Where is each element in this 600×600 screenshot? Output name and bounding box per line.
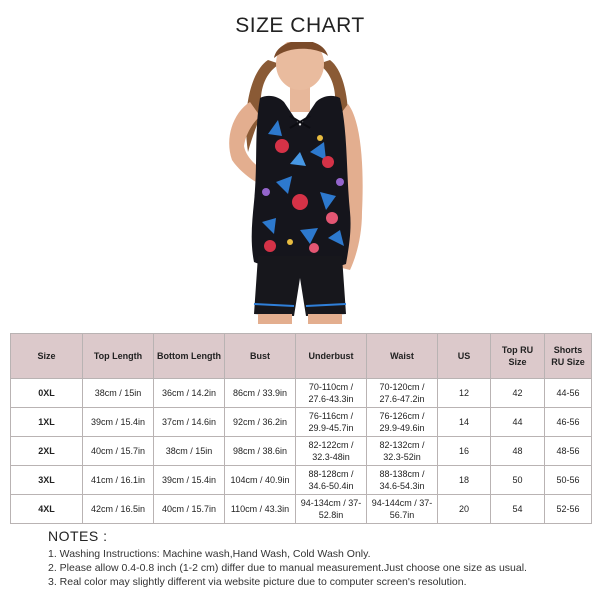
table-cell: 12 [438,379,491,408]
table-cell: 4XL [11,495,83,524]
table-cell: 70-110cm / 27.6-43.3in [296,379,367,408]
table-cell: 40cm / 15.7in [154,495,225,524]
table-header-row [11,334,592,379]
table-row [11,437,592,466]
table-cell: 36cm / 14.2in [154,379,225,408]
table-cell: 54 [491,495,545,524]
header-top-ru-size: Top RU Size [491,334,545,379]
table-cell: 38cm / 15in [83,379,154,408]
table-cell: 40cm / 15.7in [83,437,154,466]
table-cell: 44-56 [545,379,592,408]
table-cell: 88-128cm / 34.6-50.4in [296,466,367,495]
table-cell: 14 [438,408,491,437]
table-cell: 1XL [11,408,83,437]
notes-section [48,528,593,589]
notes-title: NOTES : [48,528,108,544]
table-cell: 82-122cm / 32.3-48in [296,437,367,466]
header-us: US [438,334,491,379]
table-cell: 2XL [11,437,83,466]
table-cell: 42 [491,379,545,408]
table-cell: 86cm / 33.9in [225,379,296,408]
table-cell: 110cm / 43.3in [225,495,296,524]
table-cell: 37cm / 14.6in [154,408,225,437]
table-cell: 70-120cm / 27.6-47.2in [367,379,438,408]
table-cell: 16 [438,437,491,466]
table-cell: 76-116cm / 29.9-45.7in [296,408,367,437]
header-size: Size [11,334,83,379]
note-item: 1. Washing Instructions: Machine wash,Hand Wash, Cold Wash Only. [48,548,371,560]
header-shorts-ru-size: Shorts RU Size [545,334,592,379]
table-row [11,495,592,524]
table-row [11,466,592,495]
table-cell: 20 [438,495,491,524]
header-underbust: Underbust [296,334,367,379]
size-chart-table [10,333,592,524]
table-row [11,408,592,437]
model-photo [150,42,450,324]
table-cell: 94-134cm / 37-52.8in [296,495,367,524]
swimsuit-model-illustration [150,42,450,324]
table-cell: 50-56 [545,466,592,495]
table-cell: 82-132cm / 32.3-52in [367,437,438,466]
table-cell: 88-138cm / 34.6-54.3in [367,466,438,495]
table-cell: 38cm / 15in [154,437,225,466]
table-cell: 18 [438,466,491,495]
note-item: 3. Real color may slightly different via website picture due to computer screen's resolution. [48,576,467,588]
table-cell: 48 [491,437,545,466]
table-cell: 0XL [11,379,83,408]
table-cell: 50 [491,466,545,495]
table-cell: 52-56 [545,495,592,524]
header-waist: Waist [367,334,438,379]
page-title: SIZE CHART [235,14,365,37]
table-row [11,379,592,408]
table-cell: 41cm / 16.1in [83,466,154,495]
header-bottom-length: Bottom Length [154,334,225,379]
table-cell: 98cm / 38.6in [225,437,296,466]
header-top-length: Top Length [83,334,154,379]
note-item: 2. Please allow 0.4-0.8 inch (1-2 cm) differ due to manual measurement.Just choose one size as usual. [48,562,527,574]
table-cell: 76-126cm / 29.9-49.6in [367,408,438,437]
table-cell: 104cm / 40.9in [225,466,296,495]
table-cell: 94-144cm / 37-56.7in [367,495,438,524]
table-cell: 44 [491,408,545,437]
table-cell: 3XL [11,466,83,495]
table-cell: 48-56 [545,437,592,466]
table-cell: 46-56 [545,408,592,437]
table-cell: 39cm / 15.4in [154,466,225,495]
header-bust: Bust [225,334,296,379]
table-cell: 92cm / 36.2in [225,408,296,437]
table-cell: 42cm / 16.5in [83,495,154,524]
notes-list [48,547,593,589]
table-cell: 39cm / 15.4in [83,408,154,437]
